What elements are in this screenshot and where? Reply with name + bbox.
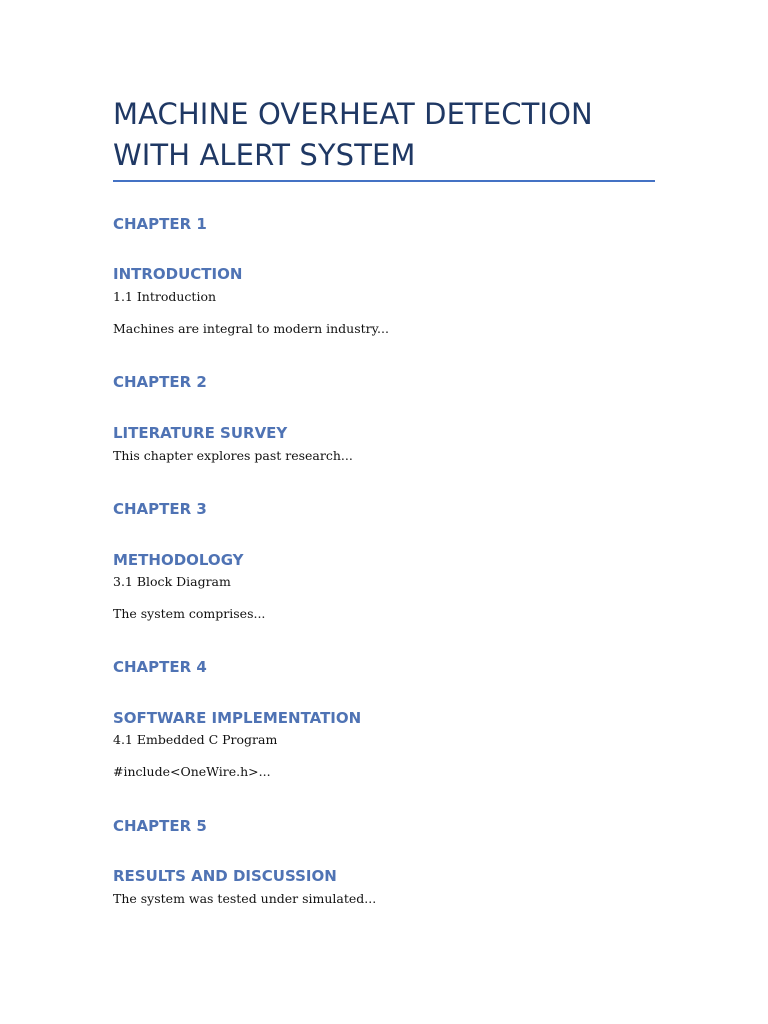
chapter-1-body: Machines are integral to modern industry...: [113, 321, 389, 336]
document-title: MACHINE OVERHEAT DETECTION WITH ALERT SYSTEM: [113, 97, 593, 172]
chapter-3-body: The system comprises...: [113, 606, 266, 621]
chapter-4-heading: SOFTWARE IMPLEMENTATION: [113, 709, 362, 727]
chapter-5-label: CHAPTER 5: [113, 817, 207, 835]
chapter-5-body: The system was tested under simulated...: [113, 891, 377, 906]
chapter-4-body: #include<OneWire.h>...: [113, 764, 271, 779]
chapter-2-label: CHAPTER 2: [113, 373, 207, 391]
chapter-1-label: CHAPTER 1: [113, 215, 207, 233]
chapter-1-subsection: 1.1 Introduction: [113, 289, 217, 304]
chapter-3-heading: METHODOLOGY: [113, 551, 244, 569]
chapter-4-label: CHAPTER 4: [113, 658, 207, 676]
chapter-4-subsection: 4.1 Embedded C Program: [113, 732, 278, 747]
chapter-1-heading: INTRODUCTION: [113, 265, 243, 283]
chapter-2-heading: LITERATURE SURVEY: [113, 424, 288, 442]
title-underline-rule: [113, 180, 655, 182]
chapter-2-body: This chapter explores past research...: [113, 448, 353, 463]
chapter-3-subsection: 3.1 Block Diagram: [113, 574, 231, 589]
chapter-5-heading: RESULTS AND DISCUSSION: [113, 867, 337, 885]
chapter-3-label: CHAPTER 3: [113, 500, 207, 518]
